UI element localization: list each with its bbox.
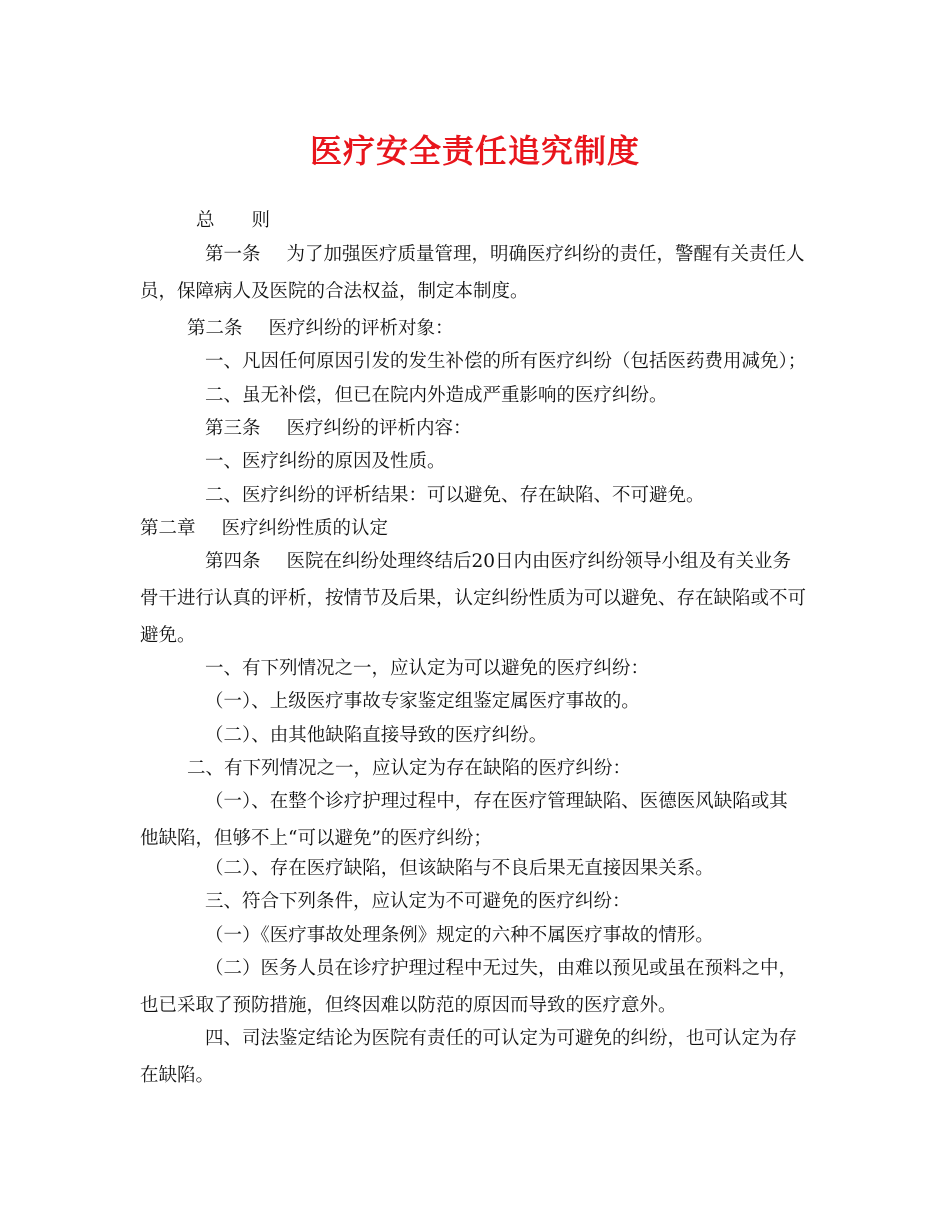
section-heading-general: 总 则	[196, 210, 271, 231]
clause-1-heading: 一、有下列情况之一，应认定为可以避免的医疗纠纷：	[205, 658, 650, 679]
clause-3-item-2-line-2: 也已采取了预防措施，但终因难以防范的原因而导致的医疗意外。	[140, 995, 677, 1016]
article-2-heading	[187, 317, 454, 341]
clause-3-heading: 三、符合下列条件，应认定为不可避免的医疗纠纷：	[205, 891, 631, 912]
article-label: 第二条	[187, 318, 243, 339]
article-3-item-2: 二、医疗纠纷的评析结果：可以避免、存在缺陷、不可避免。	[205, 485, 705, 506]
article-label: 第一条	[205, 244, 261, 265]
clause-3-item-1: （一）《医疗事故处理条例》规定的六种不属医疗事故的情形。	[205, 925, 714, 946]
article-3-item-1: 一、医疗纠纷的原因及性质。	[205, 451, 446, 472]
article-1-line-1	[205, 243, 805, 267]
article-4-line-2: 骨干进行认真的评析，按情节及后果，认定纠纷性质为可以避免、存在缺陷或不可	[140, 588, 807, 609]
article-label: 第四条	[205, 551, 261, 572]
clause-1-item-1: （一）、上级医疗事故专家鉴定组鉴定属医疗事故的。	[205, 691, 640, 712]
article-text: 为了加强医疗质量管理，明确医疗纠纷的责任，警醒有关责任人	[286, 244, 805, 265]
clause-4-line-2: 在缺陷。	[140, 1065, 215, 1086]
clause-3-item-2-line-1: （二）医务人员在诊疗护理过程中无过失，由难以预见或虽在预料之中，	[205, 958, 798, 979]
article-text: 医疗纠纷的评析内容：	[286, 418, 472, 439]
chapter-text: 医疗纠纷性质的认定	[221, 518, 389, 539]
article-4-line-3: 避免。	[140, 625, 196, 646]
article-2-item-1: 一、凡因任何原因引发的发生补偿的所有医疗纠纷（包括医药费用减免）；	[205, 351, 807, 372]
document-title: 医疗安全责任追究制度	[309, 132, 640, 170]
article-label: 第三条	[205, 418, 261, 439]
clause-1-item-2: （二）、由其他缺陷直接导致的医疗纠纷。	[205, 725, 548, 746]
clause-2-item-2: （二）、存在医疗缺陷，但该缺陷与不良后果无直接因果关系。	[205, 858, 714, 879]
clause-2-item-1-line-2: 他缺陷，但够不上“可以避免”的医疗纠纷；	[140, 828, 492, 849]
article-2-item-2: 二、虽无补偿，但已在院内外造成严重影响的医疗纠纷。	[205, 385, 668, 406]
article-text: 医疗纠纷的评析对象：	[268, 318, 454, 339]
chapter-label: 第二章	[140, 518, 196, 539]
article-text: 医院在纠纷处理终结后20日内由医疗纠纷领导小组及有关业务	[286, 551, 792, 572]
chapter-2-heading	[140, 517, 388, 541]
clause-4-line-1: 四、司法鉴定结论为医院有责任的可认定为可避免的纠纷，也可认定为存	[205, 1028, 798, 1049]
clause-2-item-1-line-1: （一）、在整个诊疗护理过程中，存在医疗管理缺陷、医德医风缺陷或其	[205, 791, 788, 812]
article-3-heading	[205, 417, 472, 441]
article-1-line-2: 员，保障病人及医院的合法权益，制定本制度。	[140, 281, 529, 302]
article-4-line-1	[205, 550, 791, 574]
clause-2-heading: 二、有下列情况之一，应认定为存在缺陷的医疗纠纷：	[187, 758, 632, 779]
